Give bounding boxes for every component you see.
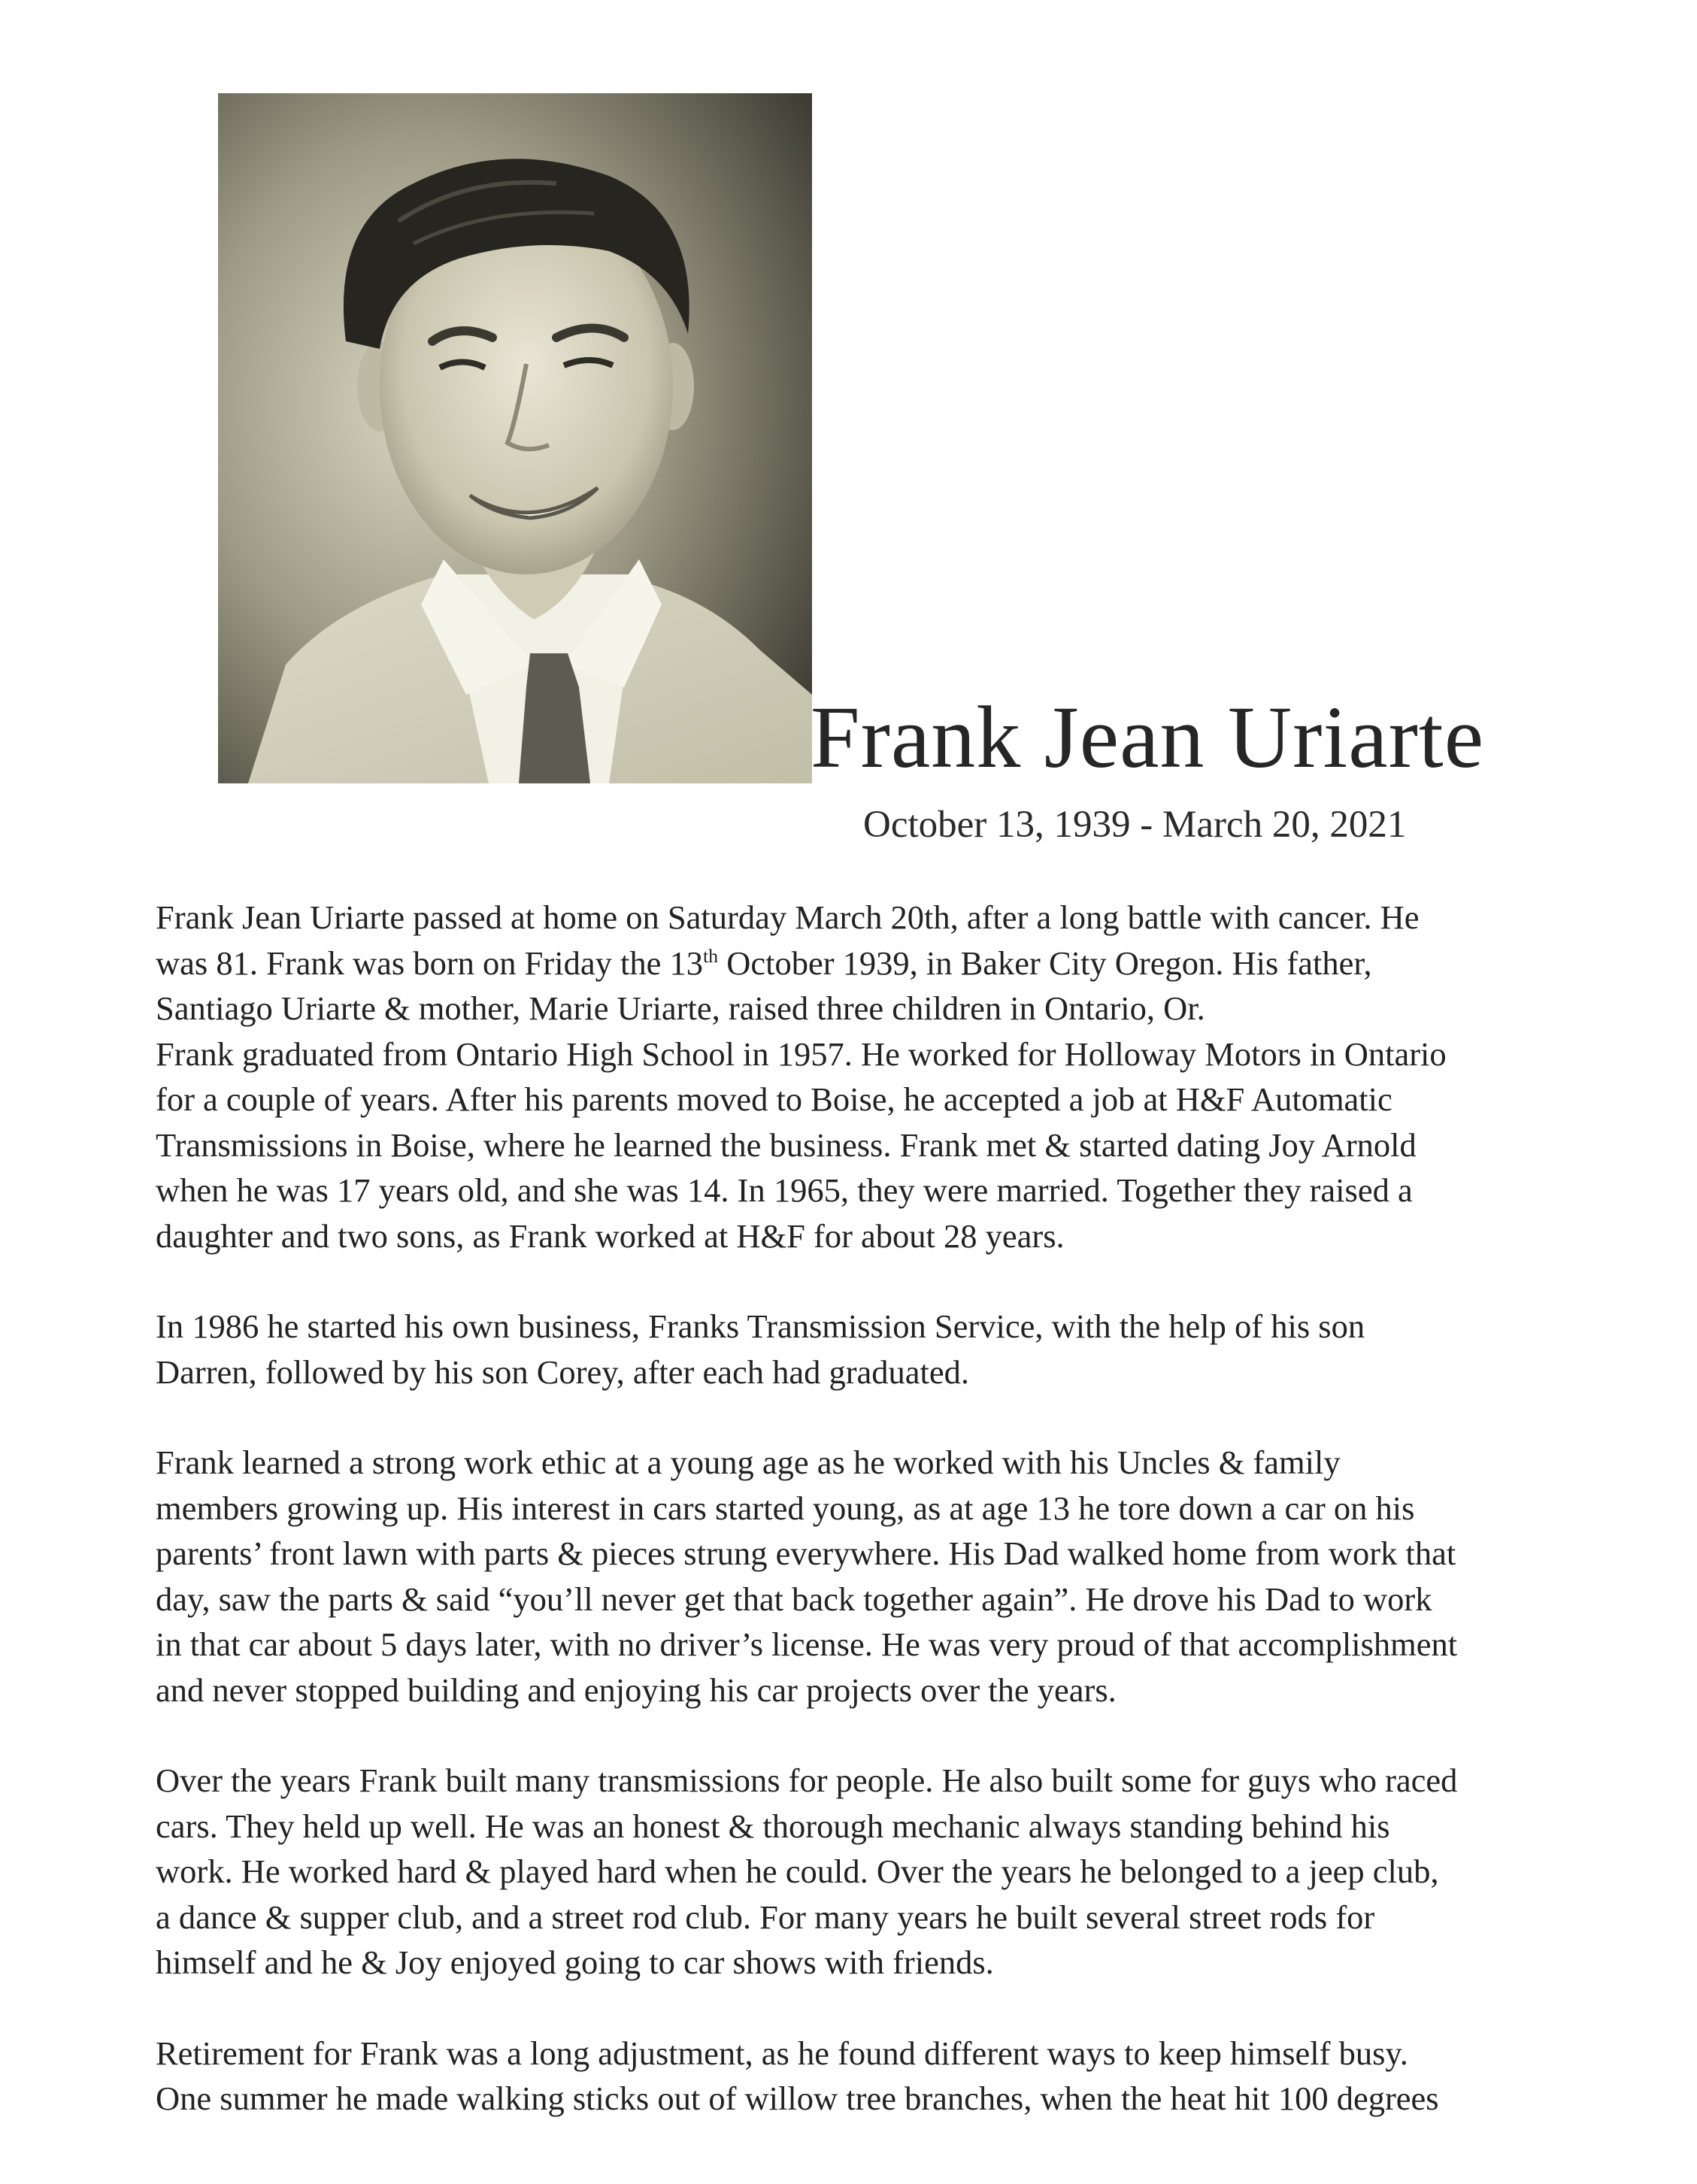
text-line: cars. They held up well. He was an honest & thorough mechanic always standing behind his bbox=[156, 1807, 1390, 1845]
obituary-paragraph bbox=[156, 1304, 1629, 1395]
text-line: day, saw the parts & said “you’ll never get that back together again”. He drove his Dad to work bbox=[156, 1580, 1432, 1618]
obituary-paragraph bbox=[156, 2031, 1629, 2122]
text-line: in that car about 5 days later, with no driver’s license. He was very proud of that accomplishment bbox=[156, 1625, 1458, 1663]
text-line: In 1986 he started his own business, Franks Transmission Service, with the help of his son bbox=[156, 1307, 1365, 1345]
deceased-name: Frank Jean Uriarte bbox=[811, 688, 1485, 786]
text-segment: October 1939, in Baker City Oregon. His father, bbox=[718, 944, 1372, 982]
text-line: Frank Jean Uriarte passed at home on Saturday March 20th, after a long battle with cancer. He bbox=[156, 898, 1420, 936]
text-line: work. He worked hard & played hard when he could. Over the years he belonged to a jeep club, bbox=[156, 1852, 1439, 1890]
text-line: Transmissions in Boise, where he learned the business. Frank met & started dating Joy Arnold bbox=[156, 1125, 1417, 1164]
text-line: daughter and two sons, as Frank worked at H&F for about 28 years. bbox=[156, 1216, 1065, 1255]
text-line: Retirement for Frank was a long adjustment, as he found different ways to keep himself busy. bbox=[156, 2034, 1408, 2072]
text-line: One summer he made walking sticks out of willow tree branches, when the heat hit 100 degrees bbox=[156, 2079, 1439, 2117]
life-dates: October 13, 1939 - March 20, 2021 bbox=[863, 804, 1407, 846]
text-line bbox=[156, 941, 1629, 986]
text-line: Over the years Frank built many transmissions for people. He also built some for guys who raced bbox=[156, 1761, 1458, 1799]
obituary-paragraph bbox=[156, 1758, 1629, 1986]
ordinal-superscript: th bbox=[702, 944, 719, 967]
text-line: and never stopped building and enjoying his car projects over the years. bbox=[156, 1671, 1117, 1709]
text-line: Darren, followed by his son Corey, after each had graduated. bbox=[156, 1353, 970, 1391]
obituary-paragraph bbox=[156, 895, 1629, 1259]
text-line: Santiago Uriarte & mother, Marie Uriarte, raised three children in Ontario, Or. bbox=[156, 989, 1205, 1027]
portrait-image bbox=[218, 93, 812, 783]
text-line: Frank graduated from Ontario High School in 1957. He worked for Holloway Motors in Ontario bbox=[156, 1034, 1447, 1073]
text-line: when he was 17 years old, and she was 14. In 1965, they were married. Together they raised a bbox=[156, 1171, 1413, 1209]
text-line: for a couple of years. After his parents moved to Boise, he accepted a job at H&F Automatic bbox=[156, 1080, 1392, 1118]
text-segment: was 81. Frank was born on Friday the 13 bbox=[156, 944, 703, 982]
text-line: himself and he & Joy enjoyed going to car shows with friends. bbox=[156, 1943, 994, 1981]
text-line: parents’ front lawn with parts & pieces strung everywhere. His Dad walked home from work that bbox=[156, 1534, 1456, 1572]
obituary-paragraph bbox=[156, 1440, 1629, 1713]
text-line: Frank learned a strong work ethic at a young age as he worked with his Uncles & family bbox=[156, 1443, 1341, 1481]
obituary-text bbox=[156, 895, 1629, 2167]
text-line: members growing up. His interest in cars started young, as at age 13 he tore down a car on his bbox=[156, 1489, 1415, 1527]
text-line: a dance & supper club, and a street rod club. For many years he built several street rods for bbox=[156, 1898, 1375, 1936]
portrait-photo bbox=[218, 93, 812, 783]
